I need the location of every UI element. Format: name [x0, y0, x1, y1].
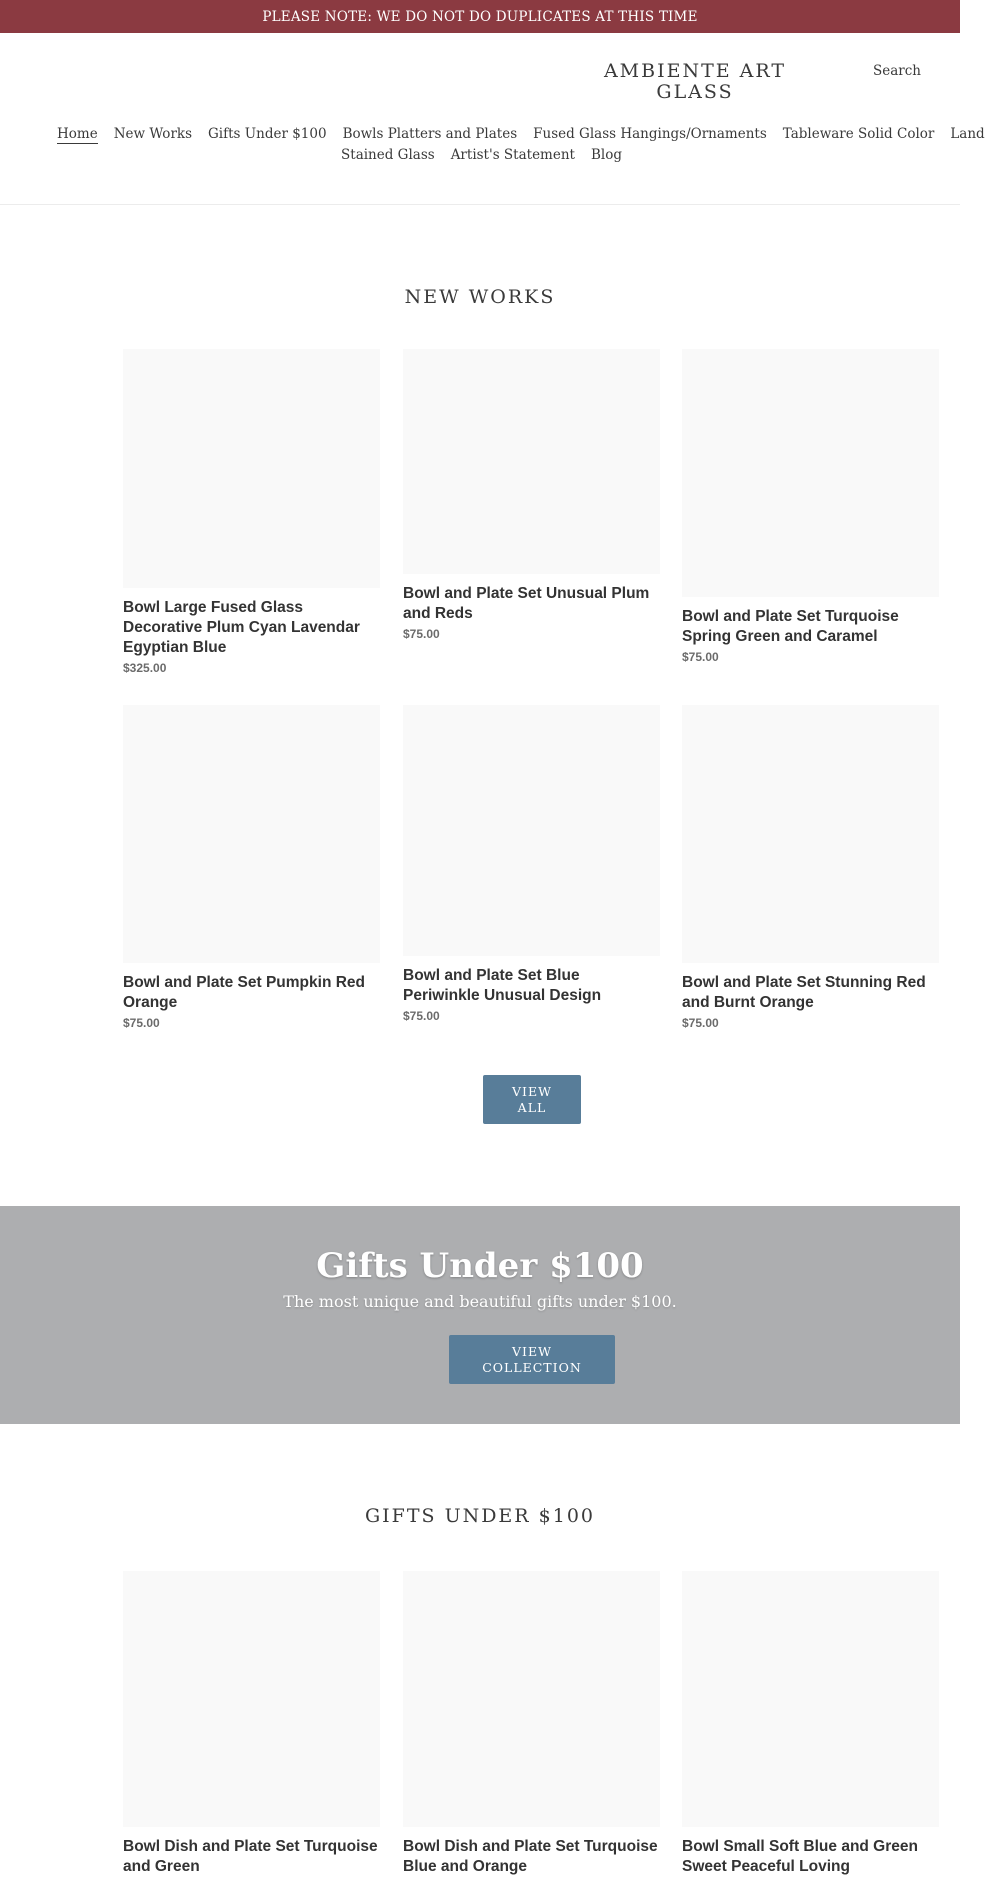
product-image[interactable]	[123, 1571, 380, 1827]
nav-item-home[interactable]: Home	[57, 126, 98, 142]
product-image[interactable]	[123, 349, 380, 588]
product-image[interactable]	[682, 349, 939, 597]
nav-item-land[interactable]: Land	[950, 126, 985, 142]
main-nav-row-2	[0, 147, 960, 163]
product-title[interactable]: Bowl and Plate Set Unusual Plum and Reds	[403, 585, 650, 622]
nav-item-stained-glass[interactable]: Stained Glass	[341, 147, 435, 163]
product-price: $75.00	[403, 627, 440, 641]
product-image[interactable]	[403, 1571, 660, 1827]
gifts-promo-banner	[0, 1206, 960, 1424]
product-title[interactable]: Bowl Dish and Plate Set Turquoise Blue and Orange	[403, 1838, 658, 1875]
product-image[interactable]	[682, 705, 939, 963]
product-card[interactable]	[123, 705, 380, 1030]
product-title[interactable]: Bowl Small Soft Blue and Green Sweet Peaceful Loving	[682, 1838, 918, 1875]
product-title[interactable]: Bowl and Plate Set Stunning Red and Burnt Orange	[682, 974, 926, 1011]
product-card[interactable]	[123, 349, 380, 675]
product-title[interactable]: Bowl Dish and Plate Set Turquoise and Green	[123, 1838, 378, 1875]
nav-item-artists-statement[interactable]: Artist's Statement	[450, 147, 575, 163]
announcement-bar	[0, 0, 960, 33]
nav-item-tableware-solid-color[interactable]: Tableware Solid Color	[782, 126, 935, 142]
product-price: $75.00	[123, 1016, 160, 1030]
product-title[interactable]: Bowl and Plate Set Pumpkin Red Orange	[123, 974, 366, 1011]
product-image[interactable]	[403, 705, 660, 956]
product-card[interactable]	[682, 349, 939, 664]
product-card[interactable]	[682, 705, 939, 1030]
product-card[interactable]	[123, 1571, 380, 1877]
nav-item-new-works[interactable]: New Works	[113, 126, 193, 142]
product-price: $75.00	[682, 650, 719, 664]
view-all-button[interactable]: VIEW ALL	[483, 1075, 581, 1124]
nav-item-fused-glass-hangings[interactable]: Fused Glass Hangings/Ornaments	[533, 126, 767, 142]
main-nav-row-1	[57, 126, 985, 144]
product-card[interactable]	[403, 1571, 660, 1877]
site-logo[interactable]: AMBIENTE ART GLASS	[603, 60, 787, 103]
site-header	[0, 33, 985, 205]
product-card[interactable]	[403, 349, 660, 641]
product-title[interactable]: Bowl Large Fused Glass Decorative Plum Cyan Lavendar Egyptian Blue	[123, 599, 360, 656]
gifts-section-title: GIFTS UNDER $100	[364, 1505, 596, 1527]
promo-heading: Gifts Under $100	[316, 1246, 644, 1286]
view-collection-button[interactable]: VIEW COLLECTION	[449, 1335, 615, 1384]
announcement-text: PLEASE NOTE: WE DO NOT DO DUPLICATES AT THIS TIME	[262, 8, 698, 25]
new-works-title: NEW WORKS	[404, 286, 556, 308]
product-title[interactable]: Bowl and Plate Set Turquoise Spring Green and Caramel	[682, 608, 899, 645]
nav-item-blog[interactable]: Blog	[590, 147, 622, 163]
nav-item-gifts-under-100[interactable]: Gifts Under $100	[208, 126, 327, 142]
product-price: $75.00	[682, 1016, 719, 1030]
product-price: $325.00	[123, 661, 167, 675]
nav-item-bowls-platters-plates[interactable]: Bowls Platters and Plates	[342, 126, 518, 142]
product-title[interactable]: Bowl and Plate Set Blue Periwinkle Unusual Design	[403, 967, 602, 1004]
search-link[interactable]: Search	[873, 63, 921, 79]
product-card[interactable]	[682, 1571, 939, 1877]
promo-subheading: The most unique and beautiful gifts under $100.	[283, 1292, 677, 1311]
product-image[interactable]	[682, 1571, 939, 1827]
product-price: $75.00	[403, 1009, 440, 1023]
product-card[interactable]	[403, 705, 660, 1023]
product-image[interactable]	[123, 705, 380, 963]
product-image[interactable]	[403, 349, 660, 574]
